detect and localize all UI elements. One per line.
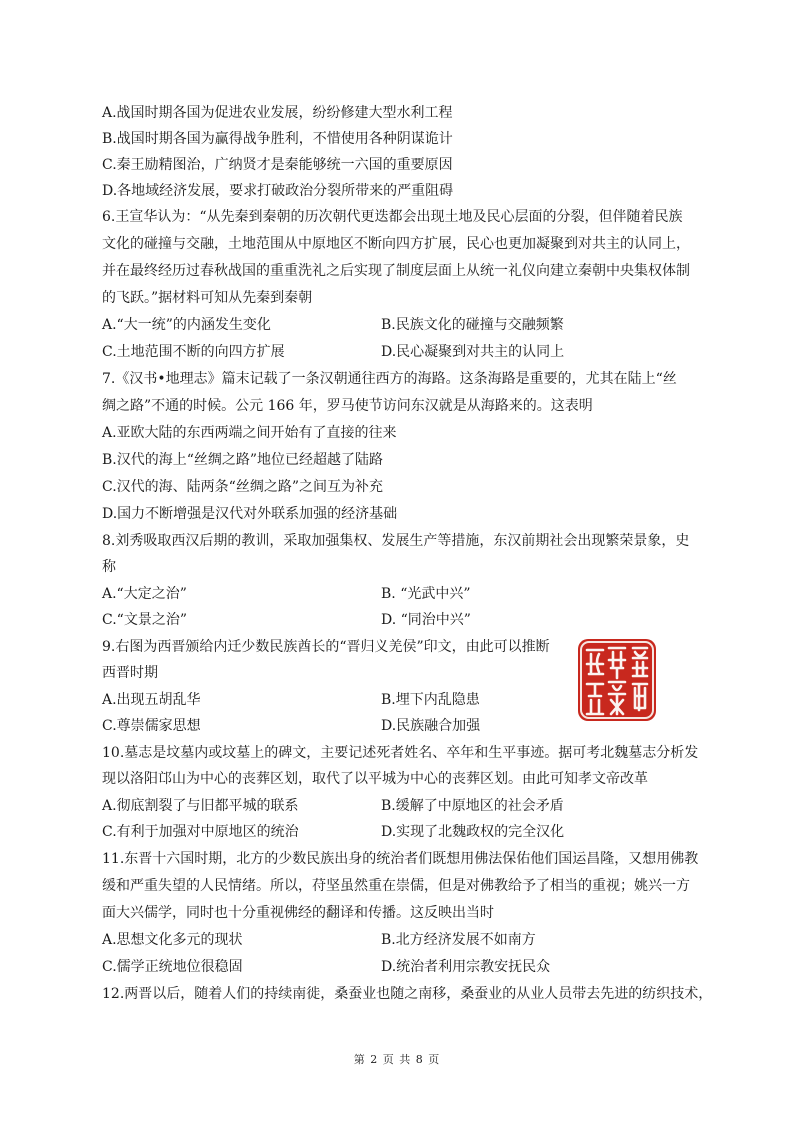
q10-option-b: B.缓解了中原地区的社会矛盾 [381, 798, 564, 814]
q12-stem-line: 12.两晋以后，随着人们的持续南徙，桑蚕业也随之南移，桑蚕业的从业人员带去先进的纺织技术， [102, 986, 713, 1002]
q9-option-c: C.尊崇儒家思想 [102, 718, 201, 734]
q6-option-d: D.民心凝聚到对共主的认同上 [381, 344, 565, 360]
q6-stem-line: 文化的碰撞与交融，土地范围从中原地区不断向四方扩展，民心也更加凝聚到对共主的认同上， [102, 236, 690, 252]
q7-stem-line: 7.《汉书•地理志》篇末记载了一条汉朝通往西方的海路。这条海路是重要的，尤其在陆上“丝 [102, 371, 677, 387]
q11-option-a: A.思想文化多元的现状 [102, 932, 243, 948]
q6-stem-line: 6.王宣华认为：“从先秦到秦朝的历次朝代更迭都会出现土地及民心层面的分裂，但伴随着民族 [102, 209, 683, 225]
q9-option-a: A.出现五胡乱华 [102, 692, 201, 708]
q10-option-a: A.彻底割裂了与旧都平城的联系 [102, 798, 299, 814]
q11-stem-line: 11.东晋十六国时期，北方的少数民族出身的统治者们既想用佛法保佑他们国运昌隆，又想用佛教 [102, 851, 699, 867]
q10-option-d: D.实现了北魏政权的完全汉化 [381, 824, 565, 840]
q6-option-c: C.土地范围不断的向四方扩展 [102, 344, 285, 360]
q7-option-a: A.亚欧大陆的东西两端之间开始有了直接的往来 [102, 425, 397, 441]
q6-option-a: A.“大一统”的内涵发生变化 [102, 317, 271, 333]
jin-seal-icon [577, 638, 657, 722]
q5-option-d: D.各地域经济发展，要求打破政治分裂所带来的严重阻碍 [102, 183, 454, 199]
q5-option-b: B.战国时期各国为赢得战争胜利，不惜使用各种阴谋诡计 [102, 131, 453, 147]
q7-option-c: C.汉代的海、陆两条“丝绸之路”之间互为补充 [102, 479, 383, 495]
q11-option-d: D.统治者利用宗教安抚民众 [381, 959, 551, 975]
q11-option-c: C.儒学正统地位很稳固 [102, 959, 243, 975]
q6-stem-line: 并在最终经历过春秋战国的重重洗礼之后实现了制度层面上从统一礼仪向建立秦朝中央集权体制 [102, 263, 690, 279]
q8-option-c: C.“文景之治” [102, 612, 187, 628]
q9-stem-line: 9.右图为西晋颁给内迁少数民族酋长的“晋归义羌侯”印文，由此可以推断 [102, 639, 550, 655]
q9-stem-line: 西晋时期 [102, 665, 158, 681]
q11-stem-line: 缓和严重失望的人民情绪。所以，苻坚虽然重在崇儒，但是对佛教给予了相当的重视；姚兴一方 [102, 878, 690, 894]
page-footer: 第 2 页 共 8 页 [353, 1053, 441, 1066]
q10-stem-line: 现以洛阳邙山为中心的丧葬区划，取代了以平城为中心的丧葬区划。由此可知孝文帝改革 [102, 771, 648, 787]
q5-option-c: C.秦王励精图治，广纳贤才是秦能够统一六国的重要原因 [102, 157, 453, 173]
q8-stem-line: 8.刘秀吸取西汉后期的教训，采取加强集权、发展生产等措施，东汉前期社会出现繁荣景象，史 [102, 533, 690, 549]
q8-option-b: B. “光武中兴” [381, 586, 471, 602]
q8-option-a: A.“大定之治” [102, 586, 187, 602]
q6-stem-line: 的飞跃。”据材料可知从先秦到秦朝 [102, 290, 313, 306]
q8-option-d: D. “同治中兴” [381, 612, 471, 628]
q8-stem-line: 称 [102, 559, 116, 575]
seal-image [577, 638, 657, 722]
q7-option-b: B.汉代的海上“丝绸之路”地位已经超越了陆路 [102, 452, 384, 468]
q7-stem-line: 绸之路”不通的时候。公元 166 年，罗马使节访问东汉就是从海路来的。这表明 [102, 398, 593, 414]
q9-option-d: D.民族融合加强 [381, 718, 481, 734]
q11-option-b: B.北方经济发展不如南方 [381, 932, 536, 948]
q7-option-d: D.国力不断增强是汉代对外联系加强的经济基础 [102, 506, 398, 522]
q11-stem-line: 面大兴儒学，同时也十分重视佛经的翻译和传播。这反映出当时 [102, 905, 494, 921]
q6-option-b: B.民族文化的碰撞与交融频繁 [381, 317, 564, 333]
q10-option-c: C.有利于加强对中原地区的统治 [102, 824, 299, 840]
q5-option-a: A.战国时期各国为促进农业发展，纷纷修建大型水利工程 [102, 105, 453, 121]
q10-stem-line: 10.墓志是坟墓内或坟墓上的碑文，主要记述死者姓名、卒年和生平事迹。据可考北魏墓志分析发 [102, 745, 699, 761]
q9-option-b: B.埋下内乱隐患 [381, 692, 480, 708]
